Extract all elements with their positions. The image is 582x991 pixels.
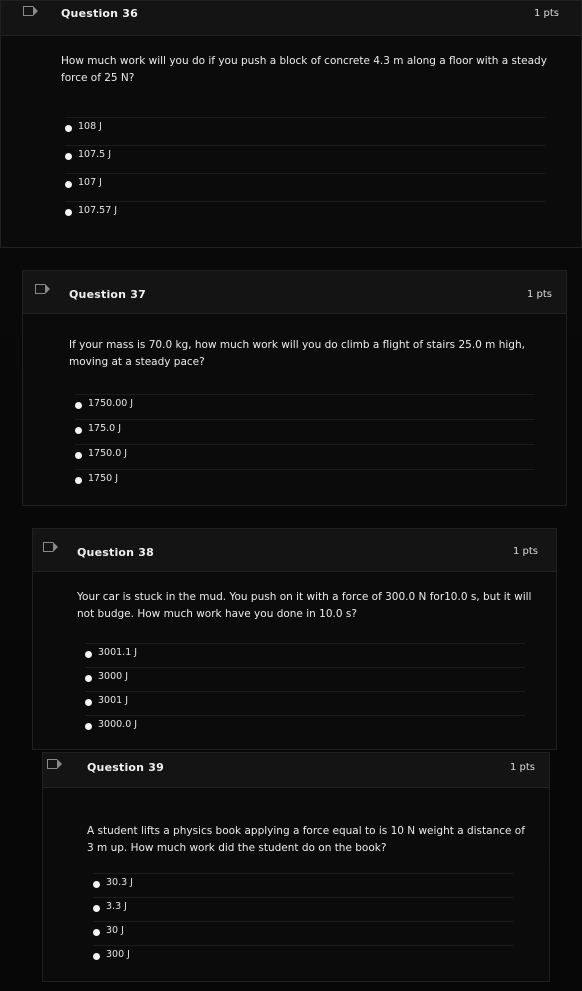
answer-option[interactable] <box>85 643 525 666</box>
flag-icon[interactable] <box>23 6 33 16</box>
question-points: 1 pts <box>526 289 552 300</box>
radio-button[interactable] <box>85 651 92 658</box>
answer-label: 175.0 J <box>88 423 122 434</box>
radio-button[interactable] <box>93 881 100 888</box>
question-points: 1 pts <box>512 546 538 557</box>
radio-button[interactable] <box>93 905 100 912</box>
question-text: Your car is stuck in the mud. You push on it with a force of 300.0 N for10.0 s, but it will not budge. How much work have you done in 10.0 s? <box>77 591 532 620</box>
flag-icon[interactable] <box>35 284 45 294</box>
answer-option[interactable] <box>75 444 535 467</box>
answer-option[interactable] <box>93 897 513 920</box>
question-card-37 <box>22 270 567 506</box>
answer-label: 3000.0 J <box>98 719 138 730</box>
radio-button[interactable] <box>75 427 82 434</box>
answer-label: 30 J <box>106 925 124 936</box>
answer-option[interactable] <box>75 469 535 492</box>
radio-button[interactable] <box>93 953 100 960</box>
radio-button[interactable] <box>75 402 82 409</box>
radio-button[interactable] <box>65 125 72 132</box>
question-title: Question 38 <box>77 546 154 559</box>
radio-button[interactable] <box>65 209 72 216</box>
answer-label: 1750.0 J <box>88 448 128 459</box>
question-text: A student lifts a physics book applying a force equal to is 10 N weight a distance of 3 m up. How much work did the student do on the book? <box>87 825 525 854</box>
answer-option[interactable] <box>75 394 535 417</box>
radio-button[interactable] <box>65 153 72 160</box>
answer-label: 108 J <box>78 121 102 132</box>
question-text: If your mass is 70.0 kg, how much work will you do climb a flight of stairs 25.0 m high, moving at a steady pace? <box>69 339 525 368</box>
question-title: Question 37 <box>69 288 146 301</box>
question-header <box>23 271 566 314</box>
question-title: Question 36 <box>61 7 138 20</box>
answer-label: 3000 J <box>98 671 128 682</box>
answer-option[interactable] <box>65 117 545 140</box>
answer-option[interactable] <box>85 715 525 738</box>
answer-option[interactable] <box>93 873 513 896</box>
answer-option[interactable] <box>85 667 525 690</box>
answer-label: 107.57 J <box>78 205 118 216</box>
radio-button[interactable] <box>85 675 92 682</box>
question-header <box>1 1 581 36</box>
answer-option[interactable] <box>93 945 513 968</box>
flag-icon[interactable] <box>47 759 57 769</box>
answer-option[interactable] <box>85 691 525 714</box>
question-points: 1 pts <box>533 8 559 19</box>
answer-label: 3001.1 J <box>98 647 138 658</box>
radio-button[interactable] <box>85 699 92 706</box>
radio-button[interactable] <box>93 929 100 936</box>
radio-button[interactable] <box>65 181 72 188</box>
answer-option[interactable] <box>75 419 535 442</box>
question-title: Question 39 <box>87 761 164 774</box>
answer-option[interactable] <box>93 921 513 944</box>
radio-button[interactable] <box>75 452 82 459</box>
flag-icon[interactable] <box>43 542 53 552</box>
answer-label: 1750.00 J <box>88 398 134 409</box>
radio-button[interactable] <box>75 477 82 484</box>
radio-button[interactable] <box>85 723 92 730</box>
answer-label: 30.3 J <box>106 877 133 888</box>
question-text: How much work will you do if you push a block of concrete 4.3 m along a floor with a steady force of 25 N? <box>61 55 547 84</box>
question-card-36 <box>0 0 582 248</box>
question-header <box>43 753 549 788</box>
answer-label: 3.3 J <box>106 901 127 912</box>
question-card-39 <box>42 752 550 982</box>
answer-label: 300 J <box>106 949 130 960</box>
question-card-38 <box>32 528 557 750</box>
answer-option[interactable] <box>65 145 545 168</box>
answer-label: 3001 J <box>98 695 128 706</box>
answer-label: 107.5 J <box>78 149 112 160</box>
answer-label: 1750 J <box>88 473 118 484</box>
question-points: 1 pts <box>509 762 535 773</box>
answer-option[interactable] <box>65 173 545 196</box>
answer-option[interactable] <box>65 201 545 224</box>
answer-label: 107 J <box>78 177 102 188</box>
question-header <box>33 529 556 572</box>
